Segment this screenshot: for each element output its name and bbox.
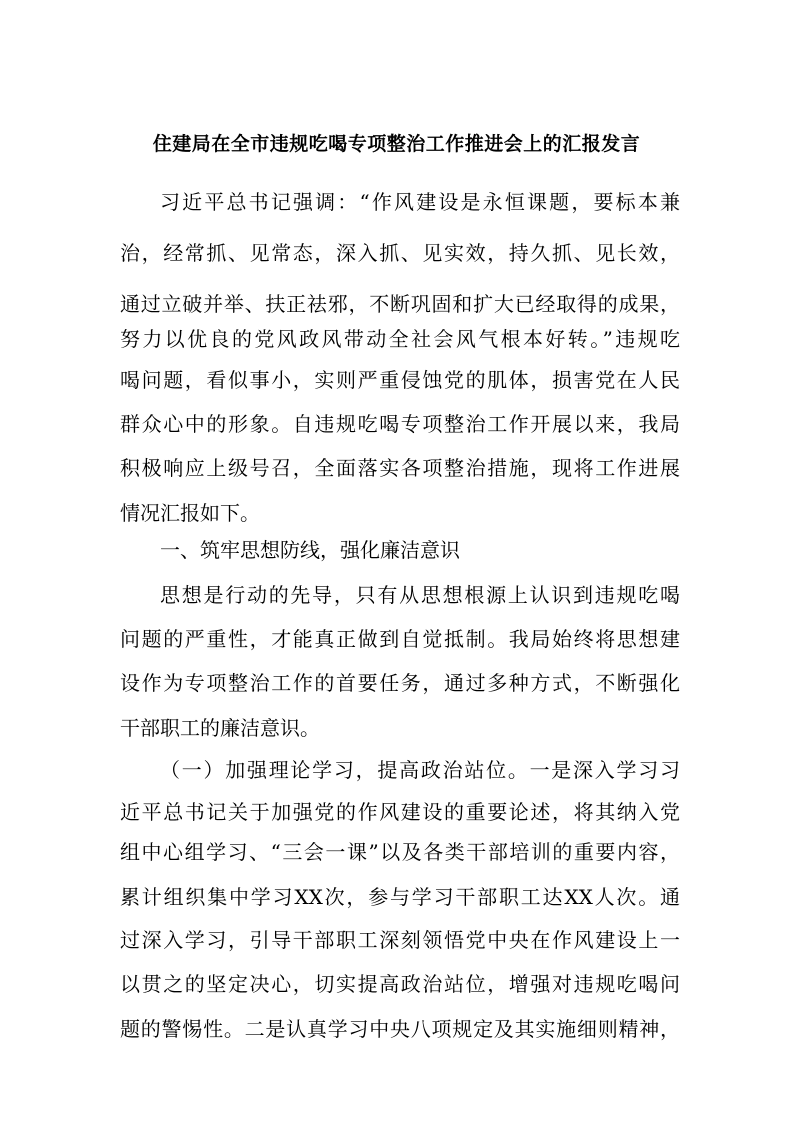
paragraph-line: 习近平总书记强调：“作风建设是永恒课题，要标本兼 bbox=[160, 190, 680, 214]
paragraph-line: 努力以优良的党风政风带动全社会风气根本好转。”违规吃 bbox=[120, 327, 680, 351]
paragraph-line: 以贯之的坚定决心，切实提高政治站位，增强对违规吃喝问 bbox=[120, 972, 680, 996]
paragraph-line: 情况汇报如下。 bbox=[120, 501, 260, 525]
paragraph-line: 累计组织集中学习XX次，参与学习干部职工达XX人次。通 bbox=[120, 885, 680, 909]
paragraph-line: 喝问题，看似事小，实则严重侵蚀党的肌体，损害党在人民 bbox=[120, 368, 680, 392]
document-title: 住建局在全市违规吃喝专项整治工作推进会上的汇报发言 bbox=[152, 133, 641, 155]
paragraph-line: （一）加强理论学习，提高政治站位。一是深入学习习 bbox=[160, 758, 680, 782]
paragraph-line: 近平总书记关于加强党的作风建设的重要论述，将其纳入党 bbox=[120, 800, 680, 824]
paragraph-line: 治，经常抓、见常态，深入抓、见实效，持久抓、见长效， bbox=[120, 241, 680, 265]
paragraph-line: 问题的严重性，才能真正做到自觉抵制。我局始终将思想建 bbox=[120, 627, 680, 651]
paragraph-line: 积极响应上级号召，全面落实各项整治措施，现将工作进展 bbox=[120, 456, 680, 480]
paragraph-line: 题的警惕性。二是认真学习中央八项规定及其实施细则精神， bbox=[120, 1017, 680, 1041]
paragraph-line: 干部职工的廉洁意识。 bbox=[120, 716, 320, 740]
paragraph-line: 群众心中的形象。自违规吃喝专项整治工作开展以来，我局 bbox=[120, 412, 680, 436]
paragraph-line: 设作为专项整治工作的首要任务，通过多种方式，不断强化 bbox=[120, 671, 680, 695]
paragraph-line: 思想是行动的先导，只有从思想根源上认识到违规吃喝 bbox=[160, 583, 680, 607]
paragraph-line: 通过立破并举、扶正祛邪，不断巩固和扩大已经取得的成果， bbox=[120, 292, 680, 316]
paragraph-line: 组中心组学习、“三会一课”以及各类干部培训的重要内容， bbox=[120, 840, 680, 864]
paragraph-line: 过深入学习，引导干部职工深刻领悟党中央在作风建设上一 bbox=[120, 928, 680, 952]
section-heading: 一、筑牢思想防线，强化廉洁意识 bbox=[160, 538, 460, 562]
